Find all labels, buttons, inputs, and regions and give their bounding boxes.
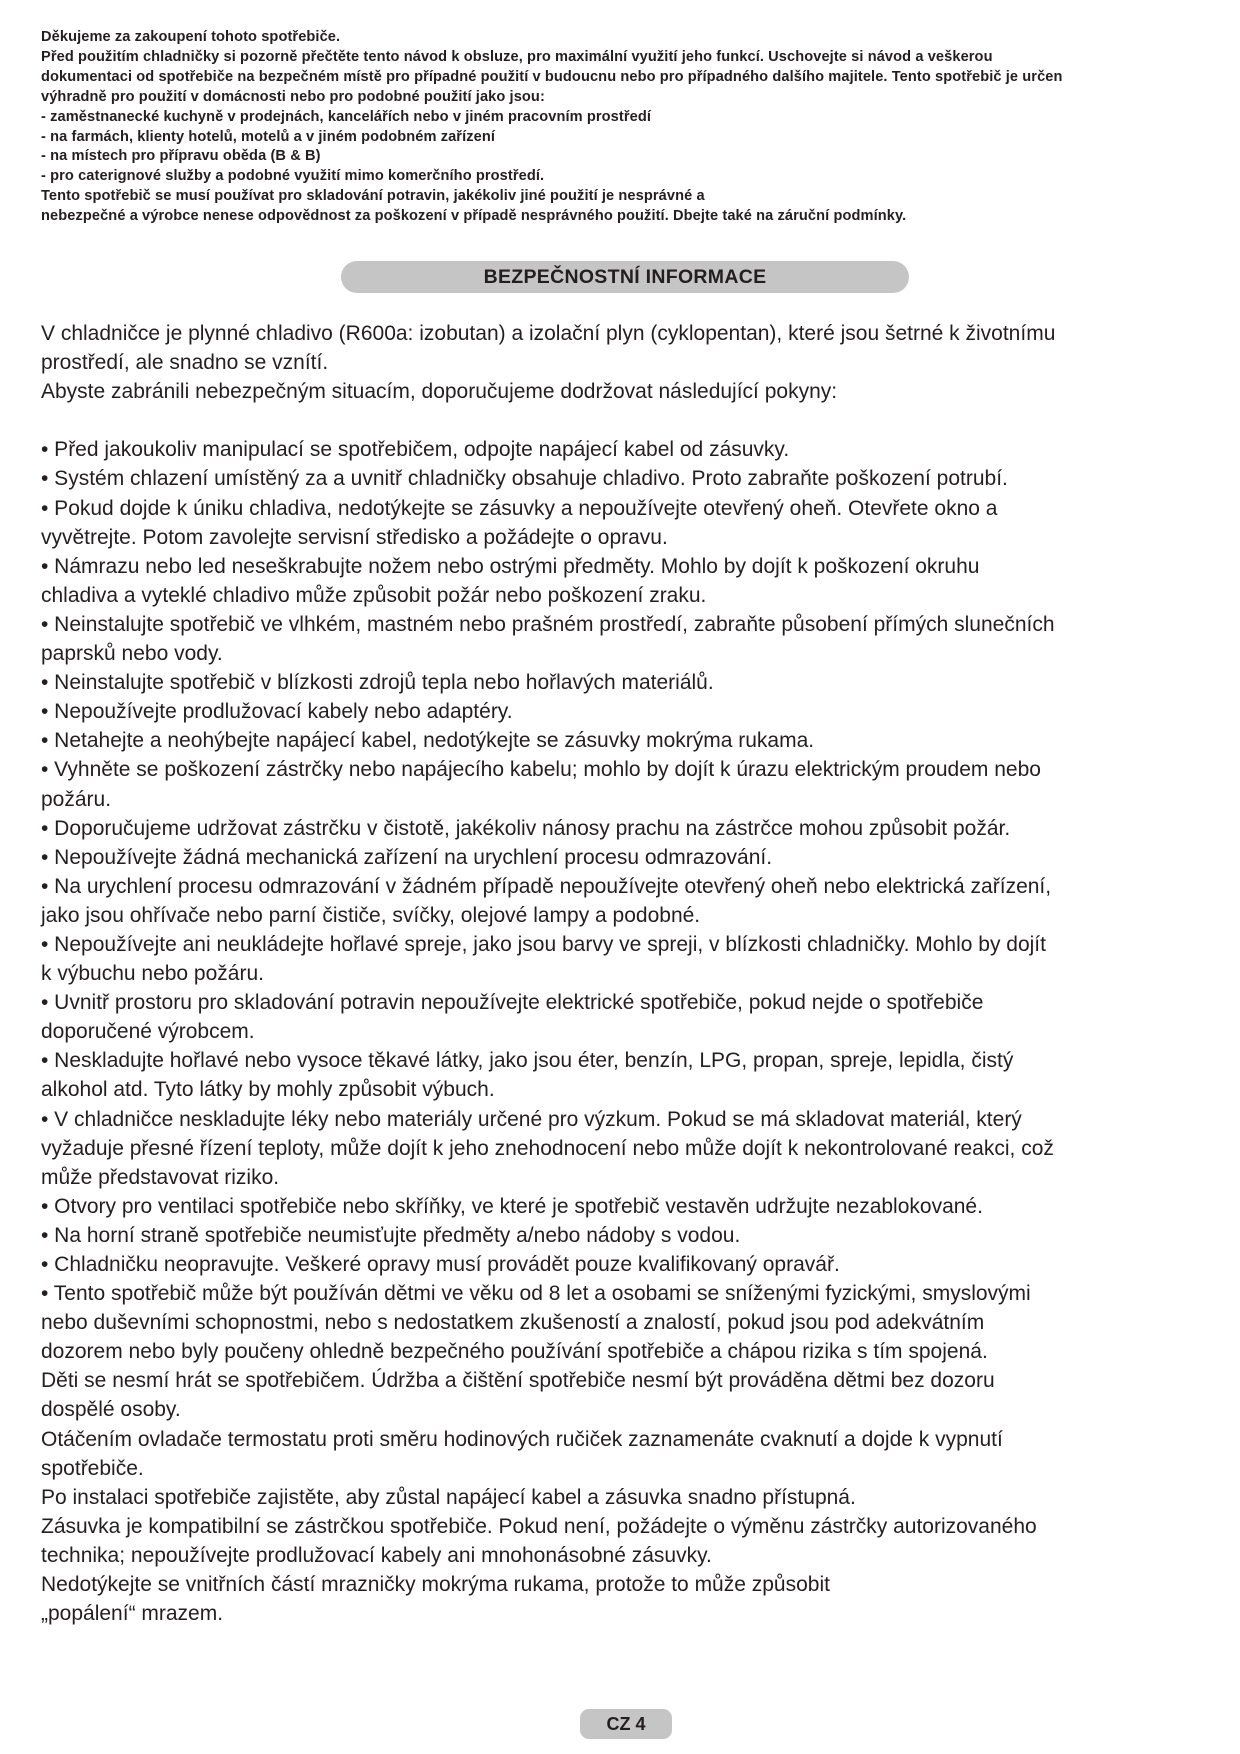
section-title: BEZPEČNOSTNÍ INFORMACE xyxy=(483,265,767,288)
text-line: • Otvory pro ventilaci spotřebiče nebo skříňky, ve které je spotřebič vestavěn udržujte nezablokované. xyxy=(41,1194,983,1218)
text-line: Zásuvka je kompatibilní se zástrčkou spotřebiče. Pokud není, požádejte o výměnu zástrčky autorizovaného xyxy=(41,1514,1037,1538)
text-line: • Na horní straně spotřebiče neumisťujte předměty a/nebo nádoby s vodou. xyxy=(41,1223,741,1247)
intro-line: - na farmách, klienty hotelů, motelů a v jiném podobném zařízení xyxy=(41,128,496,145)
intro-line: dokumentaci od spotřebiče na bezpečném místě pro případné použití v budoucnu nebo pro případného dalšího majitele. Tento spotřebič je určen xyxy=(41,68,1063,85)
text-line: • Uvnitř prostoru pro skladování potravin nepoužívejte elektrické spotřebiče, pokud nejde o spotřebiče xyxy=(41,991,984,1015)
text-line: požáru. xyxy=(41,787,112,811)
text-line: • Chladničku neopravujte. Veškeré opravy musí provádět pouze kvalifikovaný opravář. xyxy=(41,1253,840,1276)
text-line: • Doporučujeme udržovat zástrčku v čistotě, jakékoliv nánosy prachu na zástrčce mohou způsobit požár. xyxy=(41,816,1011,840)
text-line: Nedotýkejte se vnitřních částí mrazničky mokrýma rukama, protože to může způsobit xyxy=(41,1573,830,1597)
intro-line: výhradně pro použití v domácnosti nebo pro podobné použití jako jsou: xyxy=(41,88,545,105)
text-line: • Nepoužívejte prodlužovací kabely nebo adaptéry. xyxy=(41,700,513,724)
text-line: V chladničce je plynné chladivo (R600a: izobutan) a izolační plyn (cyklopentan), které jsou šetrné k životnímu xyxy=(41,322,1056,345)
text-line: prostředí, ale snadno se vznítí. xyxy=(41,351,329,375)
text-line: • Před jakoukoliv manipulací se spotřebičem, odpojte napájecí kabel od zásuvky. xyxy=(41,438,790,462)
text-line: Otáčením ovladače termostatu proti směru hodinových ručiček zaznamenáte cvaknutí a dojde k vypnutí xyxy=(41,1427,1003,1451)
intro-line: Před použitím chladničky si pozorně přečtěte tento návod k obsluze, pro maximální využití jeho funkcí. Uschovejte si návod a veškerou xyxy=(41,48,993,65)
text-line: spotřebiče. xyxy=(41,1456,144,1480)
text-line: • V chladničce neskladujte léky nebo materiály určené pro výzkum. Pokud se má skladovat materiál, který xyxy=(41,1107,1022,1131)
text-line: • Tento spotřebič může být používán dětmi ve věku od 8 let a osobami se sníženými fyzickými, smyslovými xyxy=(41,1282,1031,1306)
text-line: • Neinstalujte spotřebič v blízkosti zdrojů tepla nebo hořlavých materiálů. xyxy=(41,671,714,695)
text-line: • Systém chlazení umístěný za a uvnitř chladničky obsahuje chladivo. Proto zabraňte poškození potrubí. xyxy=(41,467,1008,491)
text-line: • Nepoužívejte žádná mechanická zařízení na urychlení procesu odmrazování. xyxy=(41,845,773,869)
intro-line: nebezpečné a výrobce nenese odpovědnost za poškození v případě nesprávného použití. Dbejte také na záruční podmínky. xyxy=(41,208,907,225)
text-line: Po instalaci spotřebiče zajistěte, aby zůstal napájecí kabel a zásuvka snadno přístupná. xyxy=(41,1485,856,1509)
text-line: Abyste zabránili nebezpečným situacím, doporučujeme dodržovat následující pokyny: xyxy=(41,380,838,404)
section-header xyxy=(341,261,909,293)
text-line xyxy=(41,406,1221,435)
text-line: paprsků nebo vody. xyxy=(41,642,223,666)
text-line: dospělé osoby. xyxy=(41,1398,181,1422)
text-line: jako jsou ohřívače nebo parní čističe, svíčky, olejové lampy a podobné. xyxy=(41,903,701,927)
text-line: vyvětrejte. Potom zavolejte servisní středisko a požádejte o opravu. xyxy=(41,525,668,549)
safety-text xyxy=(41,319,1221,1628)
intro-line: - na místech pro přípravu oběda (B & B) xyxy=(41,148,321,165)
text-line: alkohol atd. Tyto látky by mohly způsobit výbuch. xyxy=(41,1078,495,1102)
text-line: dozorem nebo byly poučeny ohledně bezpečného používání spotřebiče a chápou rizika s tím spojená. xyxy=(41,1340,988,1364)
text-line: doporučené výrobcem. xyxy=(41,1020,255,1044)
text-line: • Na urychlení procesu odmrazování v žádném případě nepoužívejte otevřený oheň nebo elektrická zařízení, xyxy=(41,874,1052,898)
text-line: „popálení“ mrazem. xyxy=(41,1602,224,1626)
intro-paragraph xyxy=(41,28,1211,227)
text-line: chladiva a vyteklé chladivo může způsobit požár nebo poškození zraku. xyxy=(41,583,707,607)
text-line: • Pokud dojde k úniku chladiva, nedotýkejte se zásuvky a nepoužívejte otevřený oheň. Otevřete okno a xyxy=(41,496,998,520)
page-number-badge xyxy=(580,1709,672,1739)
intro-line: - pro caterignové služby a podobné využití mimo komerčního prostředí. xyxy=(41,168,545,185)
text-line: může představovat riziko. xyxy=(41,1165,280,1189)
intro-line: Děkujeme za zakoupení tohoto spotřebiče. xyxy=(41,29,341,45)
text-line: vyžaduje přesné řízení teploty, může dojít k jeho znehodnocení nebo může dojít k nekontrolované reakci, což xyxy=(41,1136,1054,1160)
page-number: CZ 4 xyxy=(606,1713,646,1734)
text-line: k výbuchu nebo požáru. xyxy=(41,962,264,986)
intro-line: - zaměstnanecké kuchyně v prodejnách, kancelářích nebo v jiném pracovním prostředí xyxy=(41,108,651,125)
text-line: Děti se nesmí hrát se spotřebičem. Údržba a čištění spotřebiče nesmí být prováděna dětmi bez dozoru xyxy=(41,1369,995,1393)
text-line: • Neskladujte hořlavé nebo vysoce těkavé látky, jako jsou éter, benzín, LPG, propan, spreje, lepidla, čistý xyxy=(41,1049,1014,1073)
text-line: • Nepoužívejte ani neukládejte hořlavé spreje, jako jsou barvy ve spreji, v blízkosti chladničky. Mohlo by dojít xyxy=(41,932,1046,956)
text-line: • Neinstalujte spotřebič ve vlhkém, mastném nebo prašném prostředí, zabraňte působení přímých slunečních xyxy=(41,612,1055,636)
text-line: nebo duševními schopnostmi, nebo s nedostatkem zkušeností a znalostí, pokud jsou pod adekvátním xyxy=(41,1311,985,1335)
text-line: technika; nepoužívejte prodlužovací kabely ani mnohonásobné zásuvky. xyxy=(41,1543,712,1567)
text-line: • Vyhněte se poškození zástrčky nebo napájecího kabelu; mohlo by dojít k úrazu elektrickým proudem nebo xyxy=(41,758,1041,782)
text-line: • Netahejte a neohýbejte napájecí kabel, nedotýkejte se zásuvky mokrýma rukama. xyxy=(41,729,815,753)
intro-line: Tento spotřebič se musí používat pro skladování potravin, jakékoliv jiné použití je nesprávné a xyxy=(41,188,705,205)
text-line: • Námrazu nebo led neseškrabujte nožem nebo ostrými předměty. Mohlo by dojít k poškození okruhu xyxy=(41,554,980,578)
